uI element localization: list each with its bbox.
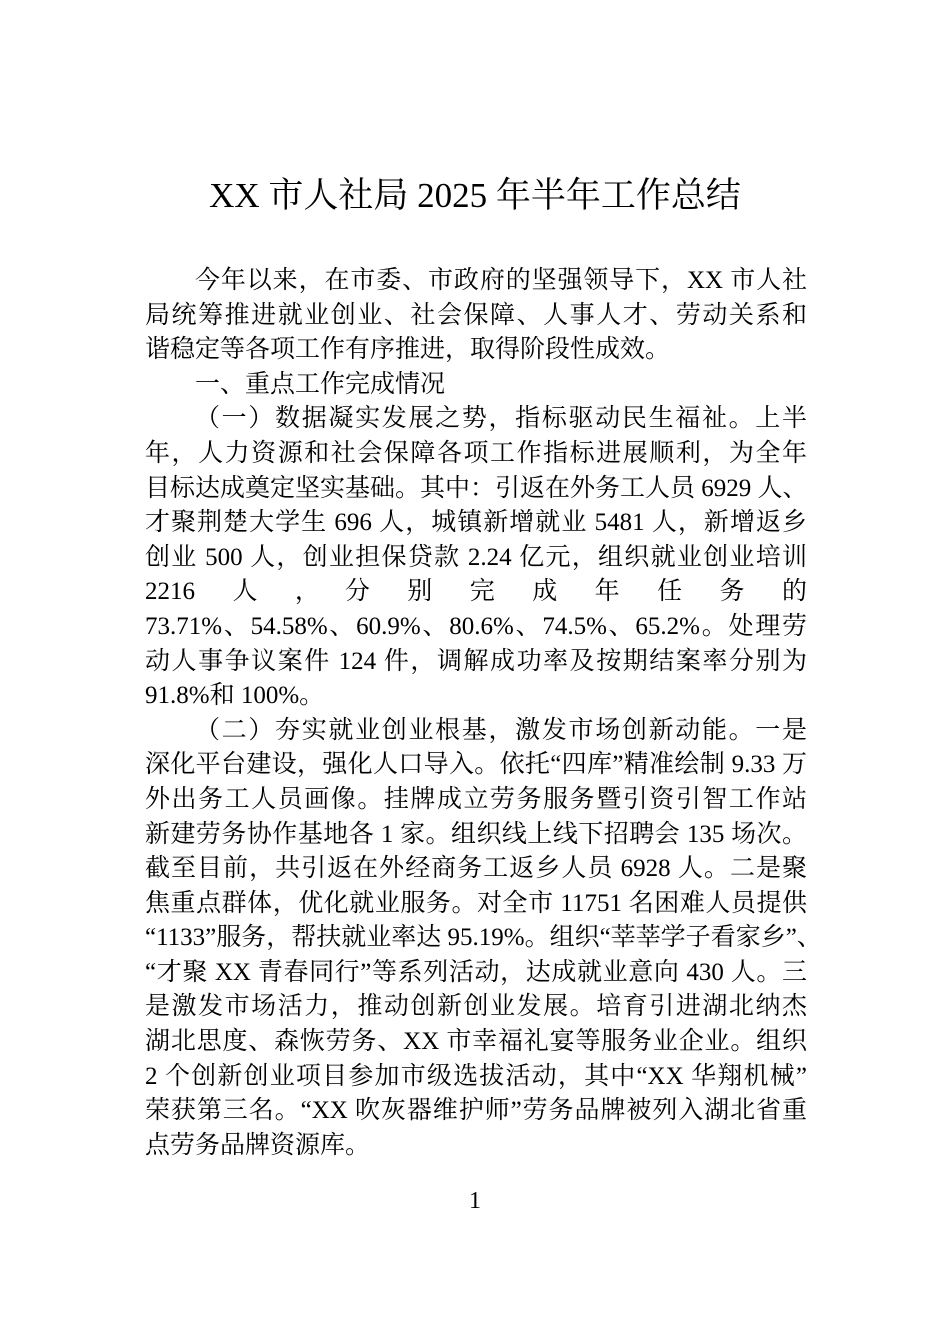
text-line: 是激发市场活力，推动创新创业发展。培育引进湖北纳杰 <box>145 993 807 1021</box>
text-line: 73.71%、54.58%、60.9%、80.6%、74.5%、65.2%。处理劳 <box>145 612 807 640</box>
text-line: 点劳务品牌资源库。 <box>145 1131 371 1159</box>
text-line: 深化平台建设，强化人口导入。依托“四库”精准绘制 9.33 万 <box>145 751 807 779</box>
paragraph <box>145 714 822 1164</box>
text-line: “才聚 XX 青春同行”等系列活动，达成就业意向 430 人。三 <box>145 958 807 986</box>
text-line: 创业 500 人，创业担保贷款 2.24 亿元，组织就业创业培训 <box>145 543 807 571</box>
text-line: 91.8%和 100%。 <box>145 682 325 710</box>
text-line: 湖北思度、森恢劳务、XX 市幸福礼宴等服务业企业。组织 <box>145 1028 807 1056</box>
text-line: （二）夯实就业创业根基，激发市场创新动能。一是 <box>195 716 807 744</box>
text-line: 一、重点工作完成情况 <box>195 370 446 398</box>
document-title: XX 市人社局 2025 年半年工作总结 <box>209 176 741 215</box>
text-line: 局统筹推进就业创业、社会保障、人事人才、劳动关系和 <box>145 301 807 329</box>
text-line: 荣获第三名。“XX 吹灰器维护师”劳务品牌被列入湖北省重 <box>145 1097 807 1125</box>
document-body <box>145 264 822 1163</box>
text-line: 谐稳定等各项工作有序推进，取得阶段性成效。 <box>145 336 671 364</box>
text-line: 才聚荆楚大学生 696 人，城镇新增就业 5481 人，新增返乡 <box>145 509 807 537</box>
text-line: 外出务工人员画像。挂牌成立劳务服务暨引资引智工作站 <box>145 785 807 813</box>
text-line: 2216 人 ， 分 别 完 成 年 任 务 的 <box>145 578 807 606</box>
text-line: 动人事争议案件 124 件，调解成功率及按期结案率分别为 <box>145 647 807 675</box>
text-line: 新建劳务协作基地各 1 家。组织线上线下招聘会 135 场次。 <box>145 820 807 848</box>
text-line: “1133”服务，帮扶就业率达 95.19%。组织“莘莘学子看家乡”、 <box>145 924 822 952</box>
text-line: 焦重点群体，优化就业服务。对全市 11751 名困难人员提供 <box>145 889 807 917</box>
section-heading <box>145 368 807 403</box>
paragraph <box>145 402 807 713</box>
text-line: 今年以来，在市委、市政府的坚强领导下，XX 市人社 <box>195 267 807 294</box>
text-line: 截至目前，共引返在外经商务工返乡人员 6928 人。二是聚 <box>145 855 807 883</box>
page-number: 1 <box>469 1188 481 1214</box>
text-line: （一）数据凝实发展之势，指标驱动民生福祉。上半 <box>195 405 807 433</box>
paragraph <box>145 264 807 368</box>
text-line: 年，人力资源和社会保障各项工作指标进展顺利，为全年 <box>145 439 807 467</box>
text-line: 目标达成奠定坚实基础。其中：引返在外务工人员 6929 人、 <box>145 474 808 502</box>
text-line: 2 个创新创业项目参加市级选拔活动，其中“XX 华翔机械” <box>145 1062 807 1090</box>
